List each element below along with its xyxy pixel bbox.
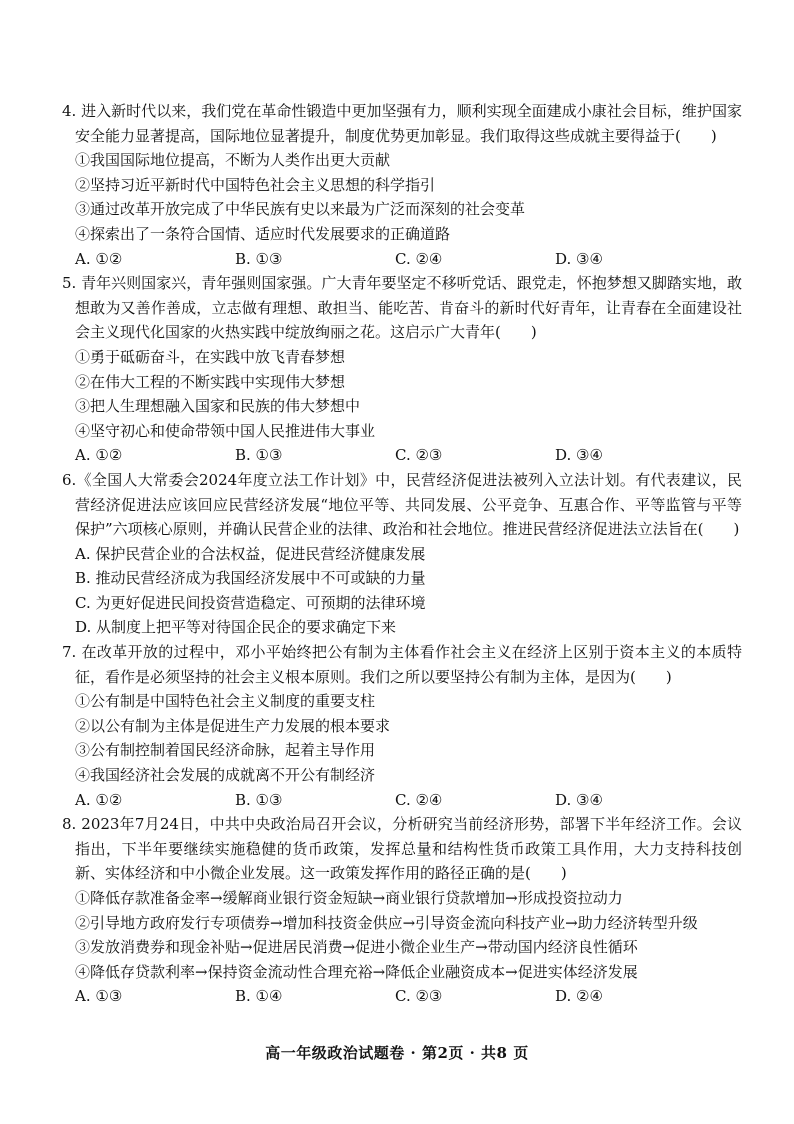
choice-b: B. ①③ (235, 446, 283, 465)
choice-a: A. ①② (75, 249, 123, 268)
option-item: ④坚守初心和使命带领中国人民推进伟大事业 (75, 421, 376, 440)
option-item: ③发放消费券和现金补贴→促进居民消费→促进小微企业生产→带动国内经济良性循环 (75, 938, 638, 957)
option-item: ④我国经济社会发展的成就离不开公有制经济 (75, 766, 376, 785)
choice-c: C. ②④ (395, 249, 443, 268)
choice-c: C. ②③ (395, 987, 443, 1006)
option-item: C. 为更好促进民间投资营造稳定、可预期的法律环境 (75, 593, 426, 612)
option-item: ②以公有制为主体是促进生产力发展的根本要求 (75, 716, 391, 735)
question-stem: 6.《全国人大常委会2024年度立法工作计划》中，民营经济促进法被列入立法计划。有代表建议，民营经济促进法应该回应民营经济发展“地位平等、共同发展、公平竞争、互惠合作、平等监管与平等保护”六项核心原则，并确认民营企业的法律、政治和社会地位。推进民营经济促进法立法旨在( ) (62, 470, 742, 539)
question-stem: 8. 2023年7月24日，中共中央政治局召开会议，分析研究当前经济形势，部署下半年经济工作。会议指出，下半年要继续实施稳健的货币政策，发挥总量和结构性货币政策工具作用，大力支持科技创新、实体经济和中小微企业发展。这一政策发挥作用的路径正确的是( ) (62, 815, 742, 883)
option-item: B. 推动民营经济成为我国经济发展中不可或缺的力量 (75, 569, 426, 588)
choice-a: A. ①③ (75, 987, 123, 1006)
choice-d: D. ③④ (555, 249, 603, 268)
question-7 (62, 640, 742, 812)
option-item: ③公有制控制着国民经济命脉，起着主导作用 (75, 741, 376, 760)
answer-choices (62, 984, 742, 1009)
question-8 (62, 812, 742, 1009)
option-item: A. 保护民营企业的合法权益，促进民营经济健康发展 (75, 544, 426, 563)
choice-d: D. ③④ (555, 446, 603, 465)
question-stem: 7. 在改革开放的过程中，邓小平始终把公有制为主体看作社会主义在经济上区别于资本主义的本质特征，看作是必须坚持的社会主义根本原则。我们之所以要坚持公有制为主体，是因为( ) (62, 643, 742, 686)
option-item: ④探索出了一条符合国情、适应时代发展要求的正确道路 (75, 224, 451, 243)
option-item: ④降低存贷款利率→保持资金流动性合理充裕→降低企业融资成本→促进实体经济发展 (75, 962, 638, 981)
choice-b: B. ①③ (235, 249, 283, 268)
question-4 (62, 99, 742, 271)
choice-d: D. ②④ (555, 987, 603, 1006)
question-6 (62, 468, 742, 640)
question-stem: 5. 青年兴则国家兴，青年强则国家强。广大青年要坚定不移听党话、跟党走，怀抱梦想又脚踏实地，敢想敢为又善作善成，立志做有理想、敢担当、能吃苦、肯奋斗的新时代好青年，让青春在全面建设社会主义现代化国家的火热实践中绽放绚丽之花。这启示广大青年( ) (62, 274, 742, 342)
page-footer: 高一年级政治试题卷 · 第2页 · 共8 页 (265, 1044, 529, 1062)
choice-b: B. ①④ (235, 987, 283, 1006)
choice-b: B. ①③ (235, 790, 283, 809)
option-item: ③通过改革开放完成了中华民族有史以来最为广泛而深刻的社会变革 (75, 200, 526, 219)
answer-choices (62, 443, 742, 468)
option-item: ③把人生理想融入国家和民族的伟大梦想中 (75, 397, 361, 416)
option-item: ①我国国际地位提高，不断为人类作出更大贡献 (75, 151, 391, 170)
choice-a: A. ①② (75, 446, 123, 465)
option-item: ②坚持习近平新时代中国特色社会主义思想的科学指引 (75, 175, 436, 194)
question-stem: 4. 进入新时代以来，我们党在革命性锻造中更加坚强有力，顺利实现全面建成小康社会目标，维护国家安全能力显著提高，国际地位显著提升，制度优势更加彰显。我们取得这些成就主要得益于( ) (62, 102, 742, 145)
choice-d: D. ③④ (555, 790, 603, 809)
option-item: D. 从制度上把平等对待国企民企的要求确定下来 (75, 618, 397, 637)
question-5 (62, 271, 742, 468)
option-item: ①降低存款准备金率→缓解商业银行资金短缺→商业银行贷款增加→形成投资拉动力 (75, 889, 623, 907)
answer-choices (62, 247, 742, 272)
option-item: ①公有制是中国特色社会主义制度的重要支柱 (75, 692, 376, 711)
option-item: ①勇于砥砺奋斗，在实践中放飞青春梦想 (75, 347, 346, 366)
choice-c: C. ②④ (395, 790, 443, 809)
option-item: ②在伟大工程的不断实践中实现伟大梦想 (75, 372, 346, 391)
answer-choices (62, 788, 742, 813)
choice-c: C. ②③ (395, 446, 443, 465)
choice-a: A. ①② (75, 790, 123, 809)
question-list (62, 99, 742, 1009)
option-item: ②引导地方政府发行专项债券→增加科技资金供应→引导资金流向科技产业→助力经济转型升级 (75, 913, 698, 932)
